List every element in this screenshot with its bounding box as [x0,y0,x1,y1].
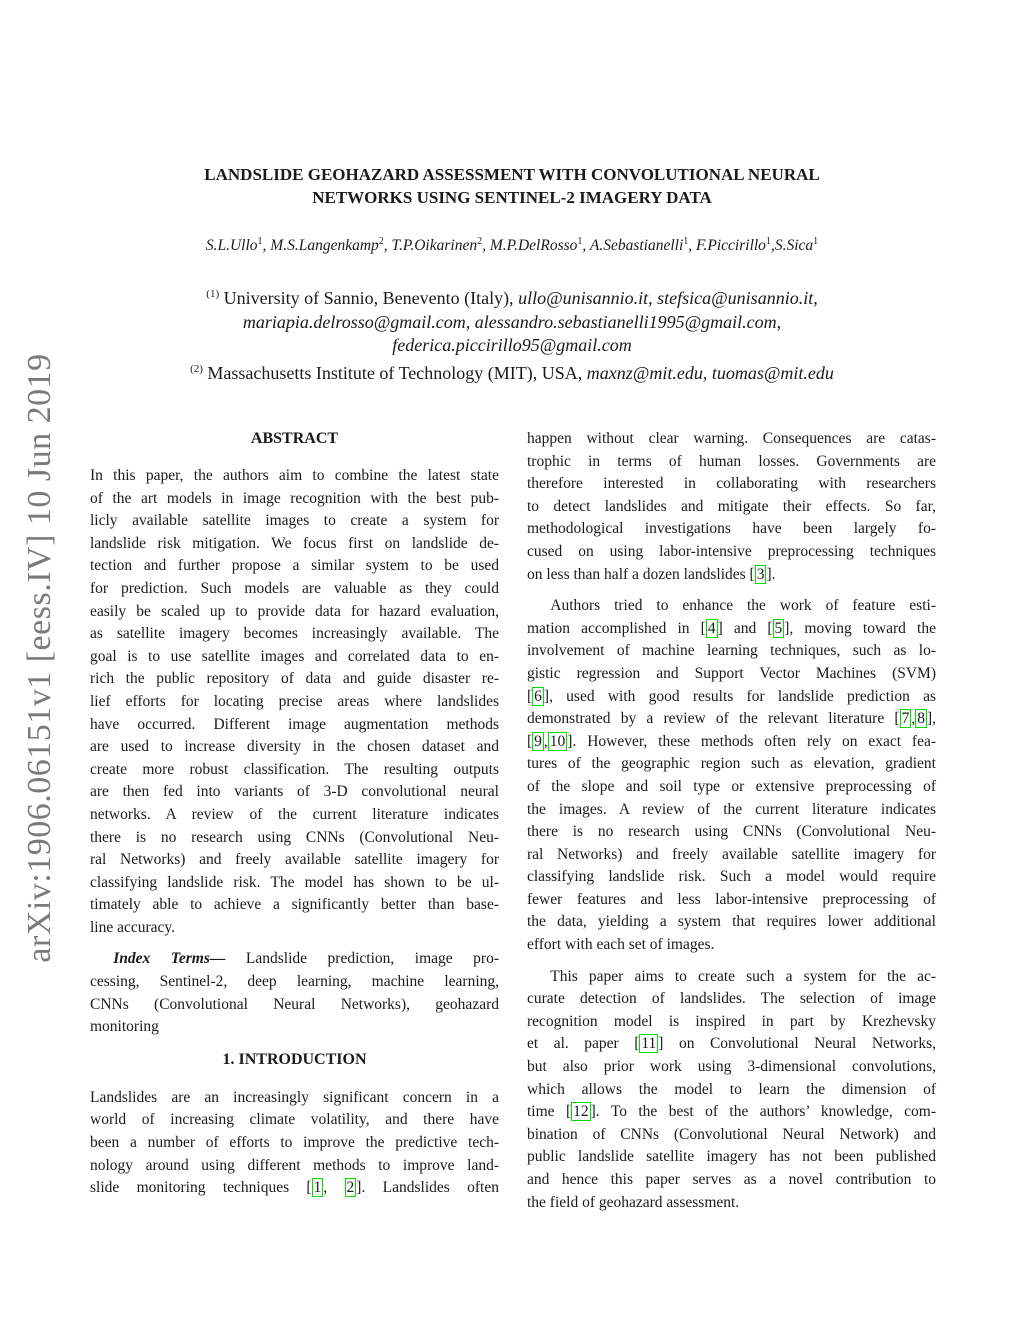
abstract-line: are then fed into variants of 3-D convolutional neural [90,783,499,801]
abstract-line: for prediction. Such models are valuable as they could [90,579,499,597]
abstract-line: are used to increase diversity in the chosen dataset and [90,738,499,756]
intro-line-5-pre: slide monitoring techniques [ [90,1179,312,1197]
intro-line-5-post: ]. Landslides often [356,1179,499,1197]
affiliation-1-emails: ullo@unisannio.it, stefsica@unisannio.it, [518,288,818,308]
right-p2-line-7: [ 9 , 10 ]. However, these methods often rely on exact fea- [527,732,936,750]
right-p3-line-4-pre: et al. paper [ [527,1035,640,1053]
abstract-line: create more robust classification. The resulting outputs [90,760,499,778]
right-p2-line-6-post: ], [926,710,936,728]
right-p3-line-6: which allows the model to learn the dimension of [527,1080,936,1098]
right-p2-line-3: involvement of machine learning techniques, such as lo- [527,642,936,660]
author-name: S.Sica [774,237,814,255]
abstract-line: tection and further propose a similar system to be used [90,557,499,575]
abstract-line: lief efforts for locating precise areas where landslides [90,692,499,710]
right-p3-line-4-post: ] on Convolutional Neural Networks, [658,1035,936,1053]
author-affiliation-mark: 1 [765,236,771,247]
right-p2-line-16: effort with each set of images. [527,936,715,954]
affiliation-2-emails: maxnz@mit.edu, tuomas@mit.edu [586,362,834,383]
index-terms [90,948,499,1038]
abstract-line: goal is to use satellite images and correlated data to en- [90,647,499,665]
left-column [90,428,499,1209]
abstract-heading: ABSTRACT [250,430,339,447]
right-p2-line-10: the images. A review of the current literature indicates [527,800,936,818]
right-p3-line-10: and hence this paper serves as a novel contribution to [527,1171,936,1188]
paper-title-line-1: LANDSLIDE GEOHAZARD ASSESSMENT WITH CONVOLUTIONAL NEURAL [204,165,820,184]
abstract-body [90,465,499,939]
author-name: T.P.Oikarinen [391,237,478,255]
right-p2-line-6: demonstrated by a review of the relevant literature [ 7 , 8 ], [527,710,936,728]
intro-line-5 [90,1177,499,1200]
abstract-line: In this paper, the authors aim to combine the latest state [90,467,499,484]
abstract-line: licly available satellite images to create a system for [90,512,499,530]
abstract-line: as satellite imagery becomes increasingly available. The [90,625,499,643]
author-affiliation-mark: 2 [477,236,483,247]
intro-paragraph-1 [90,1087,499,1200]
right-p1-line-7-pre: on less than half a dozen landslides [ [527,565,755,583]
author-affiliation-mark: 1 [683,236,689,247]
right-p1-line-6: cused on using labor-intensive preprocessing techniques [527,542,936,560]
citation-link[interactable]: 2 [346,1179,355,1197]
right-p3-line-11: the field of geohazard assessment. [527,1193,740,1211]
citation-link[interactable]: 4 [707,619,716,637]
author-name: F.Piccirillo [696,237,766,255]
right-p2-line-5 [527,686,936,709]
right-paragraph-3 [527,966,936,1215]
intro-line-1: Landslides are an increasingly significant concern in a [90,1088,499,1106]
affiliation-1 [80,283,944,311]
index-terms-line-2: cessing, Sentinel-2, deep learning, machine learning, [90,973,499,991]
citation-link[interactable]: 6 [534,687,542,705]
affiliation-2 [80,358,944,386]
paper-title-line-2: NETWORKS USING SENTINEL-2 IMAGERY DATA [312,188,712,207]
index-terms-label: Index Terms— [113,950,226,968]
citation-separator: , [323,1179,345,1197]
right-paragraph-1 [527,428,936,586]
intro-line-2: world of increasing climate volatility, and there have [90,1111,499,1129]
right-p1-line-2: trophic in terms of human losses. Governments are [527,452,936,470]
paper-title [100,163,924,209]
index-terms-text-1: Landslide prediction, image pro- [245,950,499,968]
citation-link[interactable]: 9 [534,732,542,750]
abstract-line: ral Networks) and freely available satellite imagery for [90,851,499,869]
abstract-line: there is no research using CNNs (Convolutional Neu- [90,828,499,846]
right-p3-line-7-post: ]. To the best of the authors’ knowledge, com- [590,1103,936,1121]
affiliation-2-mark: (2) [190,362,203,375]
abstract-line: line accuracy. [90,918,176,936]
right-p2-line-12: ral Networks) and freely available satellite imagery for [527,845,936,863]
right-p3-line-7-pre: time [ [527,1103,572,1121]
author-name: A.Sebastianelli [589,237,684,255]
citation-link[interactable]: 7 [901,710,910,728]
intro-line-4: nology around using different methods to improve land- [90,1156,499,1174]
right-p2-line-2 [527,618,936,641]
right-p1-line-1: happen without clear warning. Consequences are catas- [527,430,936,447]
affiliation-1-mark: (1) [206,288,220,300]
arxiv-identifier [20,352,60,963]
author-name: M.S.Langenkamp [270,237,379,255]
right-p3-line-7 [527,1101,936,1124]
index-terms-line-3: CNNs (Convolutional Neural Networks), geohazard [90,995,499,1013]
abstract-line: timately able to achieve a significantly better than base- [90,896,499,914]
right-p3-line-2: curate detection of landslides. The selection of image [527,990,936,1008]
affiliation-1-emails-line-3 [80,334,944,358]
right-p3-line-3: recognition model is inspired in part by Krezhevsky [527,1012,936,1030]
right-p2-line-15: the data, yielding a system that requires lower additional [527,913,936,931]
citation-link[interactable]: 10 [549,732,566,750]
right-p2-line-8: tures of the geographic region such as elevation, gradient [527,755,936,773]
right-p3-line-8: bination of CNNs (Convolutional Neural Network) and [527,1125,936,1143]
citation-link[interactable]: 5 [774,619,783,637]
right-p1-line-3: therefore interested in collaborating with researchers [527,475,936,493]
citation-link[interactable]: 8 [917,710,925,728]
citation-link[interactable]: 1 [313,1179,322,1197]
right-p2-line-2-mid: ] and [ [717,619,773,637]
index-terms-line-1 [90,948,499,971]
right-p1-line-5: methodological investigations have been largely fo- [527,520,936,538]
introduction-heading: 1. INTRODUCTION [222,1050,367,1068]
abstract-line: classifying landslide risk. The model has shown to be ul- [90,873,499,891]
affiliations [80,283,944,385]
affiliation-1-emails-2: mariapia.delrosso@gmail.com, alessandro.sebastianelli1995@gmail.com, [242,311,782,332]
affiliation-1-emails-3: federica.piccirillo95@gmail.com [392,335,632,355]
author-affiliation-mark: 1 [257,236,263,247]
right-p3-line-4 [527,1033,936,1056]
index-terms-line-4: monitoring [90,1018,159,1036]
intro-line-3: been a number of efforts to improve the predictive tech- [90,1134,499,1152]
right-p2-line-4: gistic regression and Support Vector Machines (SVM) [527,664,936,682]
right-p2-line-5-post: ], used with good results for landslide prediction as [543,687,936,705]
author-name: S.L.Ullo [205,237,258,255]
right-p3-line-1 [527,966,936,989]
affiliation-2-institution: Massachusetts Institute of Technology (MIT), USA, [207,362,583,383]
right-p2-line-6-pre: demonstrated by a review of the relevant literature [ [527,710,900,728]
citation-link[interactable]: 11 [641,1035,657,1053]
right-p1-line-7 [527,564,936,587]
right-p2-line-5-pre: [ [527,687,533,705]
abstract-line: networks. A review of the current literature indicates [90,805,499,823]
right-p3-line-5: but also prior work using 3-dimensional convolutions, [527,1058,936,1076]
right-p2-line-7-pre: [ [527,732,533,750]
abstract-line: easily be scaled up to provide data for hazard evaluation, [90,602,499,620]
right-p2-line-11: there is no research using CNNs (Convolutional Neu- [527,823,936,841]
author-affiliation-mark: 1 [813,236,819,247]
right-p2-line-1-text: Authors tried to enhance the work of feature esti- [550,597,936,615]
citation-link[interactable]: 3 [756,565,765,583]
right-p2-line-7-post: ]. However, these methods often rely on exact fea- [567,732,936,750]
affiliation-1-institution: University of Sannio, Benevento (Italy), [223,288,514,308]
right-p2-line-14: fewer features and less labor-intensive preprocessing of [527,890,936,908]
right-p1-line-4: to detect landslides and mitigate their effects. So far, [527,497,936,515]
author-affiliation-mark: 2 [378,236,384,247]
citation-link[interactable]: 12 [573,1103,589,1121]
abstract-line: have occurred. Different image augmentation methods [90,715,499,733]
abstract-line: of the art models in image recognition with the best pub- [90,489,499,507]
affiliation-1-emails-line-2 [80,311,944,335]
arxiv-identifier-text: arXiv:1906.06151v1 [eess.IV] 10 Jun 2019 [21,352,58,963]
right-p1-line-7-post: ]. [766,565,776,583]
right-p3-line-1-text: This paper aims to create such a system for the ac- [550,967,936,985]
right-column [527,428,936,1223]
right-p3-line-9: public landslide satellite imagery has not been published [527,1148,936,1166]
abstract-line: rich the public repository of data and guide disaster re- [90,670,499,688]
author-list: S.L.Ullo$^1$, M.S.Langenkamp$^2$, T.P.Oikarinen$^2$, M.P.DelRosso$^1$, A.Sebastianelli$^1$, F.Piccirillo$^1$,S.Sica$^1$ [205,236,819,255]
author-name: M.P.DelRosso [489,237,578,255]
right-p2-line-2-pre: mation accomplished in [ [527,619,706,637]
right-p2-line-13: classifying landslide risk. Such a model would require [527,868,936,886]
abstract-line: landslide risk mitigation. We focus first on landslide de- [90,534,499,552]
right-p2-line-9: of the slope and soil type or extensive preprocessing of [527,777,936,795]
right-p2-line-2-post: ], moving toward the [784,619,936,637]
right-paragraph-2 [527,595,936,957]
author-affiliation-mark: 1 [577,236,583,247]
right-p2-line-1 [527,595,936,618]
